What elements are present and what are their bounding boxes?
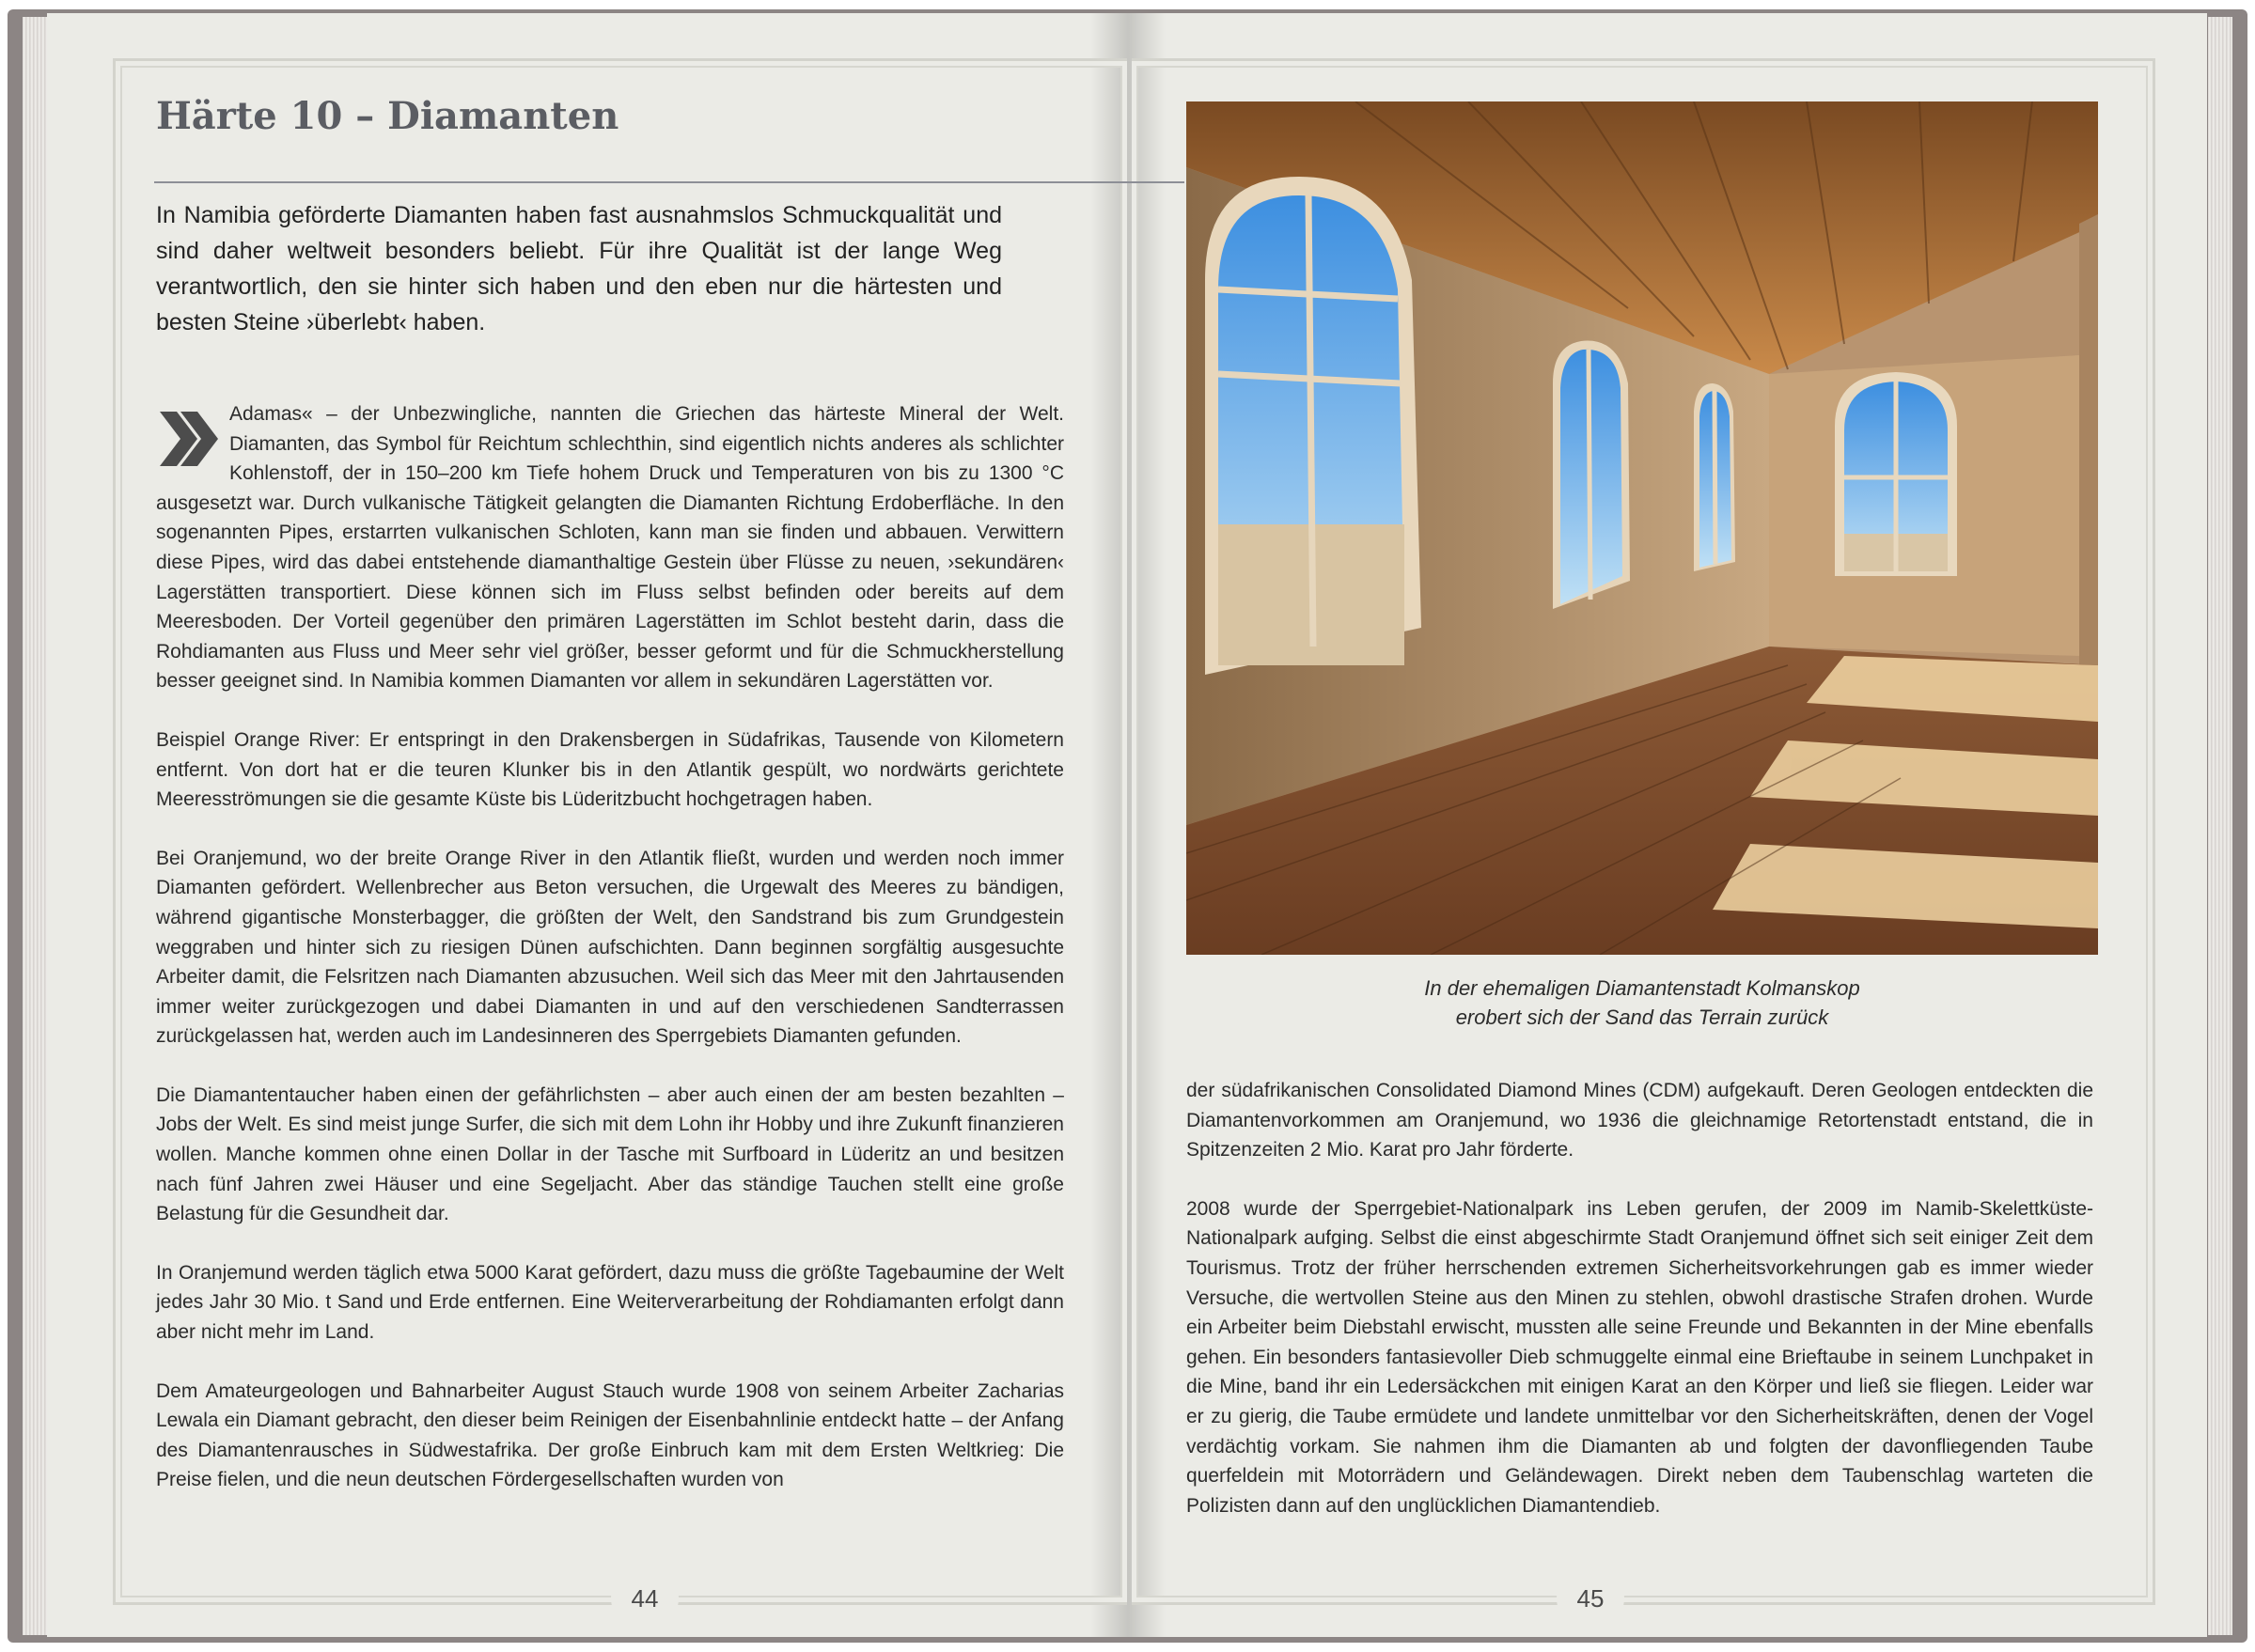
- body-paragraph-6: Dem Amateurgeologen und Bahnarbeiter August Stauch wurde 1908 von seinem Arbeiter Zacharias Lewala ein Diamant gebracht, den dieser beim Reinigen der Eisenbahnlinie entdeckt hatte – der Anfang des Diamantenrausches in Südwestafrika. Der große Einbruch kam mit dem Ersten Weltkrieg: Die Preise fielen, und die neun deutschen Fördergesellschaften wurden von: [156, 1379, 1064, 1491]
- caption-line-2: erobert sich der Sand das Terrain zurück: [1455, 1005, 1829, 1029]
- page-edges-left: [23, 17, 47, 1635]
- intro-paragraph: In Namibia geförderte Diamanten haben fast ausnahmslos Schmuckqualität und sind daher weltweit besonders beliebt. Für ihre Qualität ist der lange Weg verantwortlich, den sie hinter sich haben und den eben nur die härtesten und besten Steine ›überlebt‹ haben.: [156, 202, 1002, 335]
- page-number-left: 44: [611, 1569, 679, 1628]
- body-paragraph-4: Die Diamantentaucher haben einen der gefährlichsten – aber auch einen der am besten bezahlten – Jobs der Welt. Es sind meist junge Surfer, die sich mit dem Lohn ihr Hobby und ihre Zukunft finanzieren wollen. Manche kommen ohne einen Dollar in der Tasche mit Surfboard in Lüderitz an und besitzen nach fünf Jahren zwei Häuser und eine Segeljacht. Aber das ständige Tauchen stellt eine große Belastung für die Gesundheit dar.: [156, 1083, 1064, 1225]
- chapter-title: Härte 10 – Diamanten: [156, 94, 619, 138]
- body-paragraph-2: Beispiel Orange River: Er entspringt in den Drakensbergen in Südafrikas, Tausende von Kilometern entfernt. Von dort hat er die teuren Klunker bis in den Atlantik gespült, wo nordwärts gerichtete Meeresströmungen sie die gesamte Küste bis Lüderitzbucht hochgetragen haben.: [156, 728, 1064, 811]
- kolmanskop-room-photo: [1186, 101, 2098, 955]
- caption-line-1: In der ehemaligen Diamantenstadt Kolmanskop: [1424, 976, 1860, 1000]
- quote-mark-icon: [156, 406, 218, 472]
- body-paragraph: [156, 399, 1064, 696]
- photo-caption: [1186, 974, 2098, 1032]
- body-paragraph-right-2: 2008 wurde der Sperrgebiet-Nationalpark ins Leben gerufen, der 2009 im Namib-Skelettküste-Nationalpark aufging. Selbst die einst abgeschirmte Stadt Oranjemund öffnet sich seit einiger Zeit dem Tourismus. Trotz der früher herrschenden extremen Sicherheitsvorkehrungen gab es immer wieder Versuche, die wertvollen Steine aus den Minen zu stehlen, obwohl drastische Strafen drohen. Wurde ein Arbeiter beim Diebstahl erwischt, mussten alle seine Freunde und Bekannten in der Mine ebenfalls gehen. Ein besonders fantasievoller Dieb schmuggelte einmal eine Brieftaube in seinem Lunchpaket in die Mine, band ihr ein Ledersäckchen mit einigen Karat an den Körper und ließ sie fliegen. Leider war er zu gierig, die Taube ermüdete und landete unmittelbar vor den Sicherheitskräften, denen der Vogel verdächtig vorkam. Sie nahmen ihm die Diamanten ab und folgten der davonfliegenden Taube querfeldein mit Motorrädern und Geländewagen. Direkt neben dem Taubenschlag warteten die Polizisten dann auf den unglücklichen Diamantendieb.: [1186, 1197, 2093, 1517]
- title-rule-continuation: [1128, 181, 1184, 183]
- left-body-text: [156, 399, 1064, 1524]
- right-body-text: [1186, 1076, 2093, 1550]
- body-paragraph-5: In Oranjemund werden täglich etwa 5000 Karat gefördert, dazu muss die größte Tagebaumine der Welt jedes Jahr 30 Mio. t Sand und Erde entfernen. Eine Weiterverarbeitung der Rohdiamanten erfolgt dann aber nicht mehr im Land.: [156, 1261, 1064, 1344]
- body-paragraph-1: Adamas« – der Unbezwingliche, nannten die Griechen das härteste Mineral der Welt. Diamanten, das Symbol für Reichtum schlechthin, sind eigentlich nichts anderes als schlichter Kohlenstoff, der in 150–200 km Tiefe hohem Druck und Temperaturen von bis zu 1300 °C ausgesetzt war. Durch vulkanische Tätigkeit gelangten die Diamanten Richtung Erdoberfläche. In den sogenannten Pipes, erstarrten vulkanischen Schloten, kann man sie finden und abbauen. Verwittern diese Pipes, wird das dabei entstehende diamanthaltige Gestein über Flüsse zu neuen, ›sekundären‹ Lagerstätten transportiert. Diese können sich im Fluss selbst befinden oder bereits auf dem Meeresboden. Der Vorteil gegenüber den primären Lagerstätten im Schlot besteht darin, dass die Rohdiamanten aus Fluss und Meer sehr viel größer, besser geformt und für die Schmuckherstellung besser geeignet sind. In Namibia kommen Diamanten vor allem in sekundären Lagerstätten vor.: [156, 403, 1064, 693]
- title-rule: [154, 181, 1128, 183]
- page-edges-right: [2208, 17, 2232, 1635]
- body-paragraph-3: Bei Oranjemund, wo der breite Orange River in den Atlantik fließt, wurden und werden noch immer Diamanten gefördert. Wellenbrecher aus Beton versuchen, die Urgewalt des Meeres zu bändigen, während gigantische Monsterbagger, die größten der Welt, den Sandstrand bis zum Grundgestein weggraben und hinter sich zu riesigen Dünen aufschichten. Dann beginnen sorgfältig ausgesuchte Arbeiter damit, die Felsritzen nach Diamanten abzusuchen. Weil sich das Meer mit den Jahrtausenden immer weiter zurückgezogen und dabei Diamanten in und auf den verschiedenen Sandterrassen zurückgelassen hat, werden auch im Landesinneren des Sperrgebiets Diamanten gefunden.: [156, 847, 1064, 1048]
- page-number-right: 45: [1557, 1569, 1624, 1628]
- body-paragraph-right-1: der südafrikanischen Consolidated Diamond Mines (CDM) aufgekauft. Deren Geologen entdeckten die Diamantenvorkommen am Oranjemund, wo 1936 die gleichnamige Retortenstadt entstand, die in Spitzenzeiten 2 Mio. Karat pro Jahr förderte.: [1186, 1080, 2093, 1161]
